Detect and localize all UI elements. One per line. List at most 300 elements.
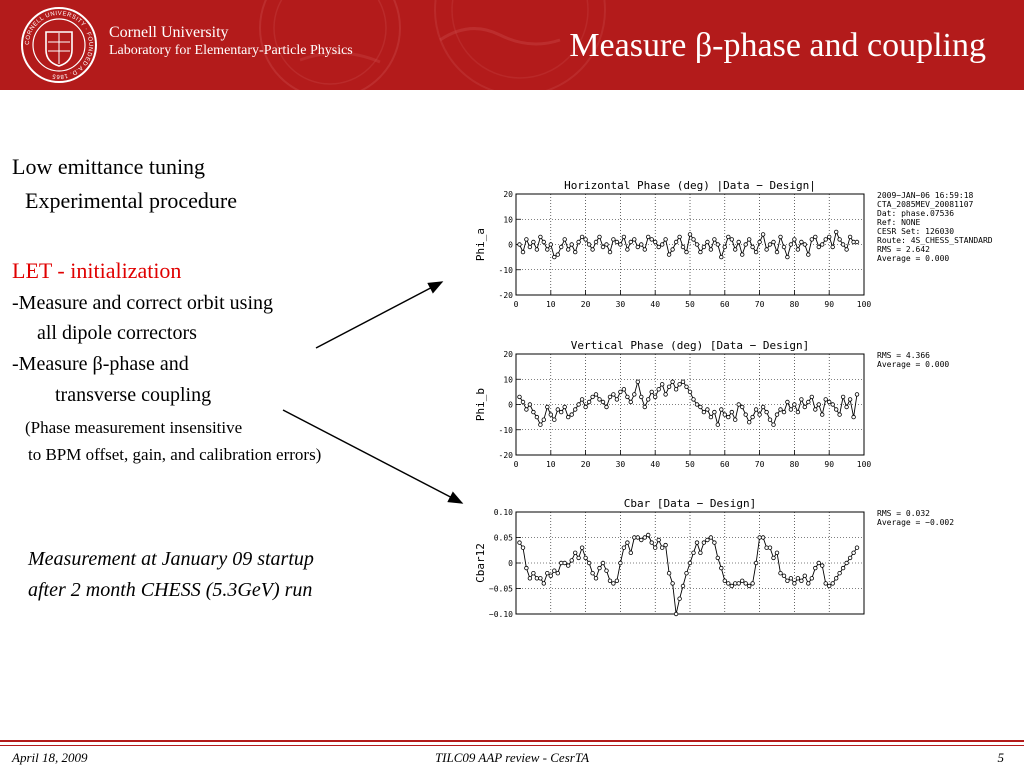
- data-point: [855, 393, 859, 397]
- y-tick-label: 0: [508, 400, 513, 410]
- data-point: [803, 405, 807, 409]
- data-point: [733, 582, 737, 586]
- data-point: [643, 405, 647, 409]
- data-point: [754, 250, 758, 254]
- data-point: [740, 253, 744, 257]
- data-point: [754, 408, 758, 412]
- data-point: [535, 577, 539, 581]
- x-tick-label: 100: [856, 300, 872, 309]
- y-tick-label: 10: [503, 215, 513, 225]
- data-point: [667, 571, 671, 575]
- data-point: [751, 415, 755, 419]
- data-point: [594, 577, 598, 581]
- data-point: [744, 413, 748, 417]
- data-point: [747, 584, 751, 588]
- data-point: [855, 546, 859, 550]
- data-point: [643, 248, 647, 252]
- data-point: [824, 582, 828, 586]
- data-point: [587, 243, 591, 247]
- data-point: [692, 398, 696, 402]
- data-point: [615, 398, 619, 402]
- data-point: [525, 566, 529, 570]
- data-point: [817, 403, 821, 407]
- data-point: [546, 571, 550, 575]
- data-point: [559, 561, 563, 565]
- data-point: [827, 584, 831, 588]
- data-point: [577, 240, 581, 244]
- data-point: [657, 388, 661, 392]
- data-point: [601, 245, 605, 249]
- note-line1: (Phase measurement insensitive: [25, 418, 243, 437]
- data-point: [619, 390, 623, 394]
- data-point: [716, 556, 720, 560]
- data-point: [848, 235, 852, 239]
- data-point: [573, 250, 577, 254]
- data-point: [758, 413, 762, 417]
- data-point: [598, 398, 602, 402]
- data-point: [765, 248, 769, 252]
- data-point: [820, 243, 824, 247]
- data-point: [629, 551, 633, 555]
- data-point: [709, 248, 713, 252]
- data-point: [740, 405, 744, 409]
- data-point: [549, 243, 553, 247]
- data-point: [518, 541, 522, 545]
- data-point: [831, 582, 835, 586]
- data-point: [521, 250, 525, 254]
- data-point: [553, 255, 557, 259]
- plot-info-line: Ref: NONE: [877, 218, 921, 227]
- data-point: [563, 405, 567, 409]
- data-point: [730, 238, 734, 242]
- x-tick-label: 40: [650, 300, 661, 309]
- data-point: [556, 408, 560, 412]
- data-point: [747, 238, 751, 242]
- data-point: [720, 408, 724, 412]
- data-point: [699, 250, 703, 254]
- data-point: [699, 405, 703, 409]
- data-point: [831, 403, 835, 407]
- data-point: [845, 561, 849, 565]
- data-point: [535, 248, 539, 252]
- data-point: [671, 582, 675, 586]
- step-orbit-line2: all dipole correctors: [37, 322, 197, 344]
- data-point: [810, 577, 814, 581]
- footer-date: April 18, 2009: [12, 750, 88, 765]
- data-point: [626, 248, 630, 252]
- data-point: [566, 415, 570, 419]
- data-point: [758, 536, 762, 540]
- data-point: [775, 413, 779, 417]
- data-point: [594, 240, 598, 244]
- data-point: [709, 415, 713, 419]
- data-point: [667, 253, 671, 257]
- data-point: [532, 410, 536, 414]
- x-tick-label: 20: [580, 300, 591, 309]
- data-point: [800, 240, 804, 244]
- data-point: [608, 395, 612, 399]
- data-point: [598, 566, 602, 570]
- data-point: [678, 597, 682, 601]
- data-point: [838, 238, 842, 242]
- data-point: [754, 561, 758, 565]
- x-tick-label: 70: [754, 300, 765, 309]
- y-axis-label: Phi_b: [474, 387, 487, 422]
- data-point: [723, 413, 727, 417]
- data-point: [681, 584, 685, 588]
- data-point: [612, 393, 616, 397]
- data-point: [824, 238, 828, 242]
- data-point: [577, 403, 581, 407]
- arrow-to-horizontal-plot: [316, 282, 442, 348]
- data-point: [615, 240, 619, 244]
- data-point: [803, 243, 807, 247]
- data-point: [605, 569, 609, 573]
- y-axis-label: Phi_a: [474, 227, 487, 262]
- data-point: [650, 390, 654, 394]
- data-point: [605, 243, 609, 247]
- data-point: [834, 408, 838, 412]
- data-point: [817, 245, 821, 249]
- data-point: [702, 541, 706, 545]
- data-point: [841, 566, 845, 570]
- data-point: [629, 240, 633, 244]
- data-point: [737, 240, 741, 244]
- data-point: [525, 238, 529, 242]
- y-tick-label: -10: [498, 425, 513, 435]
- data-point: [528, 577, 532, 581]
- data-point: [553, 418, 557, 422]
- data-point: [814, 408, 818, 412]
- data-point: [636, 380, 640, 384]
- data-point: [685, 571, 689, 575]
- data-point: [751, 582, 755, 586]
- data-point: [657, 538, 661, 542]
- data-point: [629, 400, 633, 404]
- data-point: [761, 405, 765, 409]
- data-point: [820, 413, 824, 417]
- data-point: [674, 240, 678, 244]
- data-point: [660, 546, 664, 550]
- data-point: [584, 405, 588, 409]
- data-point: [646, 235, 650, 239]
- data-point: [827, 400, 831, 404]
- x-tick-label: 20: [580, 460, 591, 469]
- data-point: [713, 410, 717, 414]
- x-tick-label: 90: [824, 460, 835, 469]
- data-point: [768, 243, 772, 247]
- data-point: [636, 245, 640, 249]
- data-point: [852, 551, 856, 555]
- data-point: [601, 561, 605, 565]
- data-point: [695, 403, 699, 407]
- footer-page-number: 5: [997, 750, 1004, 765]
- data-point: [643, 536, 647, 540]
- data-point: [594, 393, 598, 397]
- x-tick-label: 60: [719, 460, 730, 469]
- data-point: [608, 579, 612, 583]
- data-point: [796, 577, 800, 581]
- data-point: [765, 410, 769, 414]
- data-point: [807, 400, 811, 404]
- data-point: [800, 398, 804, 402]
- data-point: [834, 230, 838, 234]
- data-point: [772, 423, 776, 427]
- step-phase-line1: -Measure β-phase and: [12, 353, 189, 375]
- data-point: [521, 400, 525, 404]
- seal-text: CORNELL UNIVERSITY · FOUNDED A.D. 1865: [24, 10, 94, 80]
- data-point: [580, 235, 584, 239]
- data-point: [556, 253, 560, 257]
- data-point: [539, 423, 543, 427]
- x-tick-label: 10: [545, 300, 556, 309]
- y-tick-label: −0.05: [488, 584, 513, 594]
- data-point: [800, 579, 804, 583]
- note-line2: to BPM offset, gain, and calibration errors): [28, 445, 322, 464]
- data-point: [518, 395, 522, 399]
- data-point: [636, 536, 640, 540]
- data-point: [518, 243, 522, 247]
- data-point: [612, 582, 616, 586]
- data-point: [580, 398, 584, 402]
- plot-title: Horizontal Phase (deg) |Data − Design|: [564, 179, 816, 192]
- plot-info-line: Average = −0.002: [877, 518, 955, 527]
- data-point: [626, 541, 630, 545]
- data-point: [702, 245, 706, 249]
- data-point: [761, 536, 765, 540]
- data-point: [553, 569, 557, 573]
- x-tick-label: 80: [789, 300, 800, 309]
- x-tick-label: 0: [513, 300, 519, 309]
- data-point: [525, 408, 529, 412]
- university-name: Cornell University: [109, 24, 229, 41]
- data-point: [653, 240, 657, 244]
- x-tick-label: 50: [685, 300, 695, 309]
- data-point: [664, 238, 668, 242]
- data-point: [733, 248, 737, 252]
- data-point: [848, 398, 852, 402]
- data-point: [786, 400, 790, 404]
- x-tick-label: 60: [719, 300, 730, 309]
- data-point: [640, 243, 644, 247]
- y-tick-label: 20: [503, 350, 513, 359]
- data-point: [521, 546, 525, 550]
- data-point: [549, 413, 553, 417]
- data-point: [782, 245, 786, 249]
- data-point: [831, 245, 835, 249]
- data-point: [573, 408, 577, 412]
- data-point: [528, 245, 532, 249]
- x-tick-label: 90: [824, 300, 835, 309]
- data-point: [692, 551, 696, 555]
- y-axis-label: Cbar12: [474, 543, 487, 583]
- data-point: [584, 238, 588, 242]
- footer-center-text: TILC09 AAP review - CesrTA: [434, 750, 590, 765]
- data-point: [546, 405, 550, 409]
- data-point: [751, 245, 755, 249]
- data-point: [612, 238, 616, 242]
- series-line: [520, 382, 858, 425]
- lab-name: Laboratory for Elementary-Particle Physics: [109, 43, 353, 58]
- plot-info-line: RMS = 4.366: [877, 351, 930, 360]
- data-point: [622, 388, 626, 392]
- data-point: [653, 395, 657, 399]
- data-point: [779, 571, 783, 575]
- data-point: [727, 582, 731, 586]
- data-point: [855, 240, 859, 244]
- data-point: [727, 235, 731, 239]
- data-point: [685, 250, 689, 254]
- data-point: [566, 564, 570, 568]
- data-point: [779, 408, 783, 412]
- data-point: [580, 546, 584, 550]
- plot-info-line: RMS = 0.032: [877, 509, 930, 518]
- data-point: [772, 556, 776, 560]
- y-tick-label: 20: [503, 190, 513, 199]
- data-point: [671, 380, 675, 384]
- data-point: [793, 238, 797, 242]
- data-point: [650, 238, 654, 242]
- y-tick-label: 10: [503, 375, 513, 385]
- data-point: [549, 574, 553, 578]
- data-point: [761, 233, 765, 237]
- coupling-cbar-plot: [470, 490, 1024, 620]
- y-tick-label: −0.10: [488, 610, 513, 619]
- step-orbit-line1: -Measure and correct orbit using: [12, 292, 274, 314]
- data-point: [768, 418, 772, 422]
- y-tick-label: 0: [508, 559, 513, 568]
- data-point: [796, 410, 800, 414]
- y-tick-label: 0.05: [493, 533, 513, 543]
- data-point: [695, 541, 699, 545]
- data-point: [789, 577, 793, 581]
- data-point: [664, 393, 668, 397]
- data-point: [619, 243, 623, 247]
- step-phase-line2: transverse coupling: [55, 384, 212, 406]
- data-point: [681, 380, 685, 384]
- data-point: [723, 579, 727, 583]
- plot-info-line: Average = 0.000: [877, 360, 950, 369]
- data-point: [852, 415, 856, 419]
- x-tick-label: 10: [545, 460, 556, 469]
- data-point: [740, 579, 744, 583]
- data-point: [737, 403, 741, 407]
- plot-info-line: Dat: phase.07536: [877, 209, 955, 218]
- data-point: [786, 579, 790, 583]
- measurement-line2: after 2 month CHESS (5.3GeV) run: [28, 579, 313, 601]
- data-point: [633, 393, 637, 397]
- data-point: [848, 556, 852, 560]
- data-point: [674, 612, 678, 616]
- horizontal-phase-plot: [470, 176, 1024, 316]
- data-point: [817, 561, 821, 565]
- x-tick-label: 100: [856, 460, 872, 469]
- data-point: [615, 579, 619, 583]
- data-point: [706, 538, 710, 542]
- data-point: [841, 395, 845, 399]
- data-point: [591, 395, 595, 399]
- data-point: [657, 245, 661, 249]
- data-point: [838, 571, 842, 575]
- x-tick-label: 0: [513, 460, 519, 469]
- data-point: [716, 423, 720, 427]
- data-point: [605, 405, 609, 409]
- data-point: [841, 243, 845, 247]
- data-point: [546, 248, 550, 252]
- data-point: [723, 245, 727, 249]
- data-point: [570, 243, 574, 247]
- data-point: [619, 561, 623, 565]
- data-point: [542, 582, 546, 586]
- let-heading: LET - initialization: [12, 258, 182, 283]
- data-point: [650, 541, 654, 545]
- data-point: [702, 410, 706, 414]
- data-point: [622, 235, 626, 239]
- y-tick-label: -20: [498, 451, 513, 460]
- data-point: [598, 235, 602, 239]
- data-point: [626, 395, 630, 399]
- slide-title: Measure β-phase and coupling: [569, 27, 986, 64]
- data-point: [556, 571, 560, 575]
- data-point: [573, 551, 577, 555]
- data-point: [775, 551, 779, 555]
- x-tick-label: 80: [789, 460, 800, 469]
- data-point: [692, 238, 696, 242]
- data-point: [601, 400, 605, 404]
- data-point: [775, 250, 779, 254]
- footer-rule: [0, 740, 1024, 742]
- data-point: [810, 238, 814, 242]
- data-point: [559, 245, 563, 249]
- data-point: [622, 546, 626, 550]
- data-point: [542, 240, 546, 244]
- body-line-low-emittance: Low emittance tuning: [12, 154, 206, 179]
- y-tick-label: 0: [508, 240, 513, 250]
- data-point: [532, 240, 536, 244]
- plot-info-line: CESR Set: 126030: [877, 227, 955, 236]
- data-point: [563, 561, 567, 565]
- data-point: [608, 250, 612, 254]
- data-point: [640, 395, 644, 399]
- data-point: [542, 418, 546, 422]
- data-point: [563, 238, 567, 242]
- data-point: [633, 536, 637, 540]
- data-point: [824, 398, 828, 402]
- data-point: [591, 571, 595, 575]
- data-point: [737, 582, 741, 586]
- data-point: [796, 248, 800, 252]
- measurement-line1: Measurement at January 09 startup: [28, 548, 314, 570]
- plot-title: Cbar [Data − Design]: [623, 497, 757, 510]
- plot-info-line: 2009−JAN−06 16:59:18: [877, 191, 974, 200]
- data-point: [747, 420, 751, 424]
- data-point: [789, 408, 793, 412]
- data-point: [789, 243, 793, 247]
- data-point: [653, 546, 657, 550]
- data-point: [793, 403, 797, 407]
- x-tick-label: 40: [650, 460, 661, 469]
- data-point: [779, 235, 783, 239]
- vertical-phase-plot: [470, 334, 1024, 474]
- data-point: [646, 533, 650, 537]
- data-point: [814, 566, 818, 570]
- data-point: [587, 561, 591, 565]
- data-point: [695, 243, 699, 247]
- data-point: [782, 574, 786, 578]
- data-point: [744, 243, 748, 247]
- data-point: [688, 561, 692, 565]
- data-point: [688, 233, 692, 237]
